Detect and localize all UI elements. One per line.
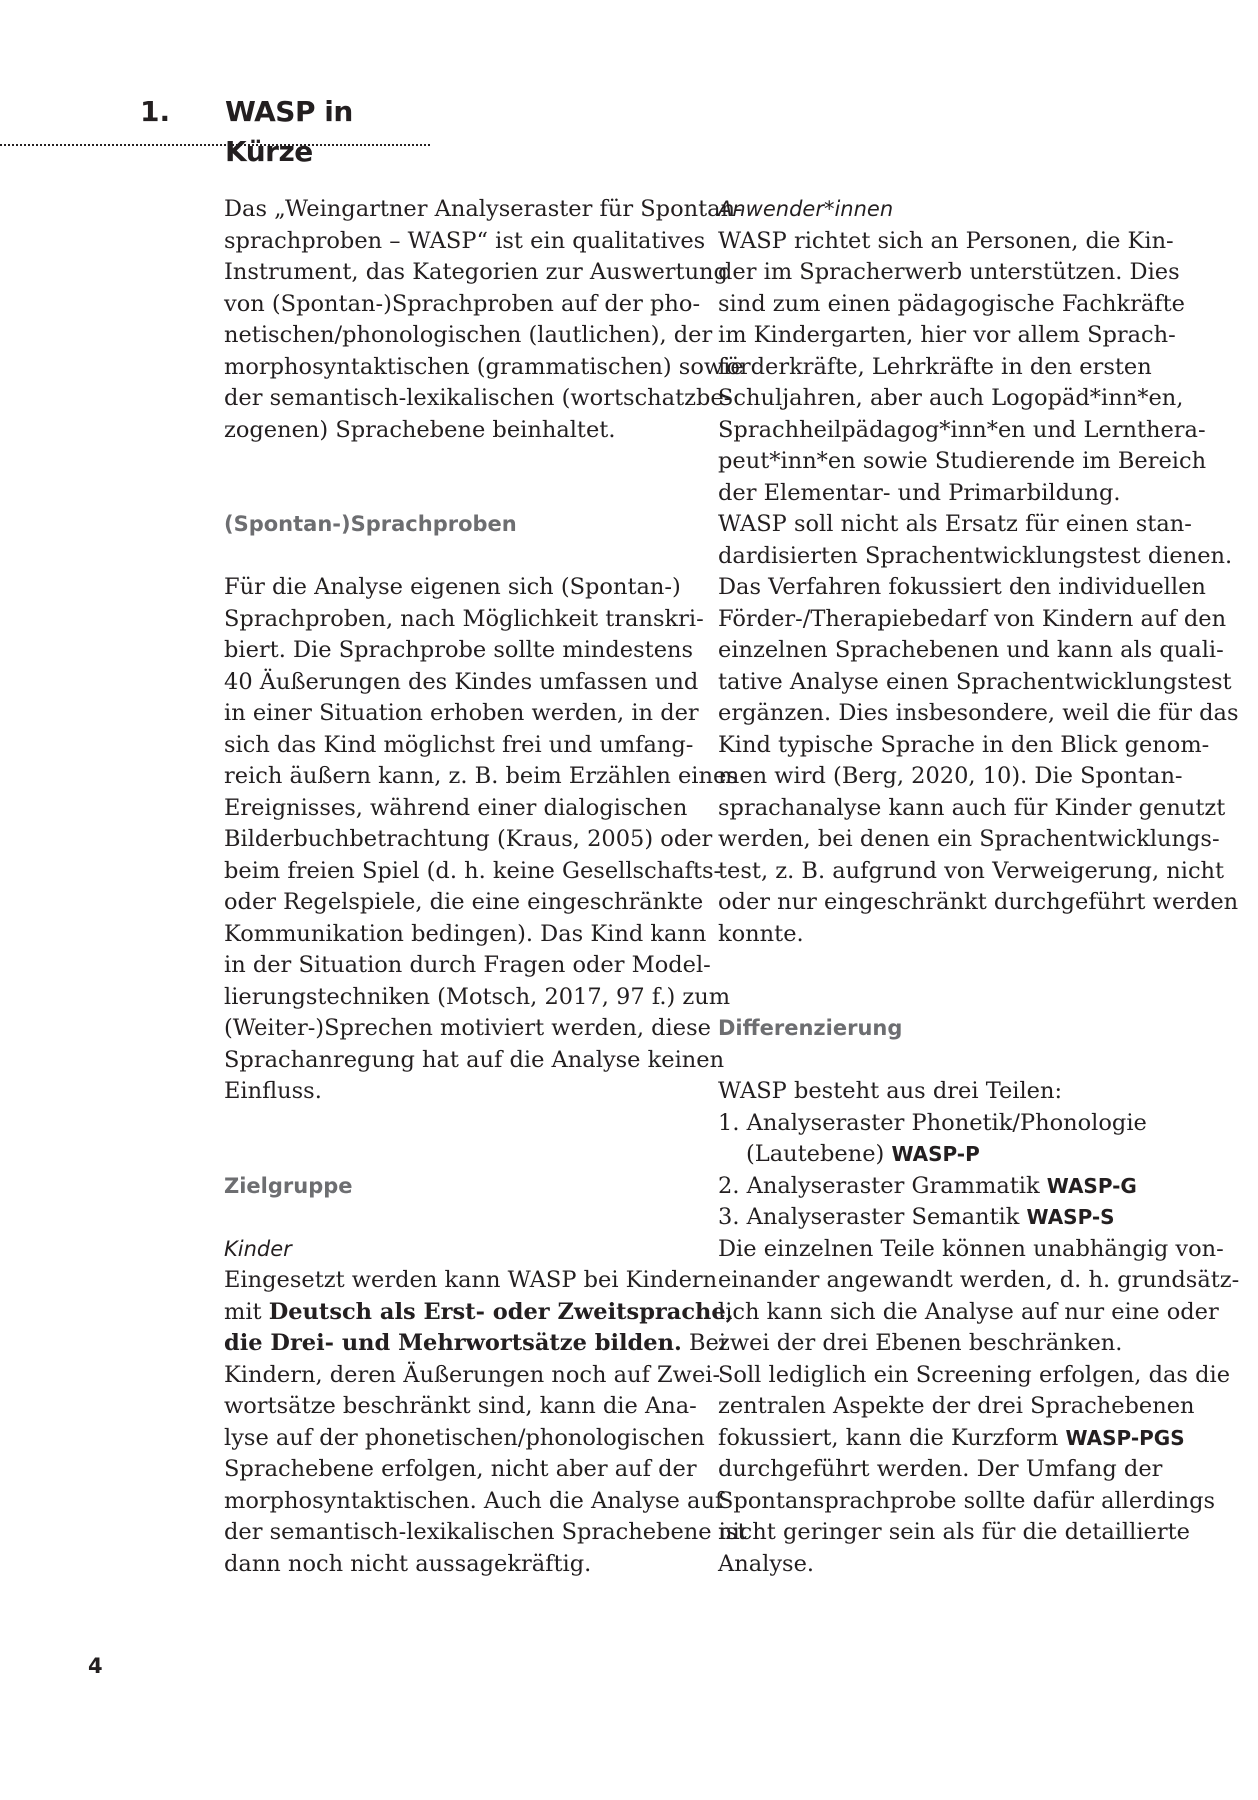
chapter-number: 1. <box>140 95 171 128</box>
text-line: Ereignisses, während einer dialogischen <box>224 794 688 821</box>
list-item-continuation <box>718 1139 1188 1171</box>
module-code: WASP-G <box>1046 1173 1137 1198</box>
text-line: dann noch nicht aussagekräftig. <box>224 1550 592 1577</box>
text-line: reich äußern kann, z. B. beim Erzählen eines <box>224 763 738 789</box>
module-code: WASP-P <box>891 1142 980 1166</box>
text-line: Soll lediglich ein Screening erfolgen, das die <box>718 1361 1231 1388</box>
text-line: in der Situation durch Fragen oder Model- <box>224 952 711 978</box>
subheading-anwender: Anwender*innen <box>718 197 894 221</box>
text-line: 40 Äußerungen des Kindes umfassen und <box>224 668 699 695</box>
text-line: Sprachanregung hat auf die Analyse keinen <box>224 1046 725 1073</box>
text-line: zogenen) Sprachebene beinhaltet. <box>224 416 616 443</box>
text-fragment: Bei <box>681 1330 727 1356</box>
chapter-title: WASP in Kürze <box>225 95 353 168</box>
right-column <box>718 194 1240 1580</box>
text-line: in einer Situation erhoben werden, in der <box>224 700 699 726</box>
text-line: Eingesetzt werden kann WASP bei Kindern <box>224 1267 718 1293</box>
text-line: morphosyntaktischen. Auch die Analyse auf <box>224 1487 724 1514</box>
section-heading-differenzierung: Differenzierung <box>718 1016 903 1040</box>
text-line: von (Spontan-)Sprachproben auf der pho- <box>224 290 701 317</box>
module-code: WASP-S <box>1026 1205 1115 1229</box>
left-column <box>224 194 747 1580</box>
text-line: Förder-/Therapiebedarf von Kindern auf den <box>718 605 1227 632</box>
text-line: Kindern, deren Äußerungen noch auf Zwei- <box>224 1361 721 1388</box>
text-line: durchgeführt werden. Der Umfang der <box>718 1456 1163 1482</box>
text-line: sprachproben – WASP“ ist ein qualitatives <box>224 227 706 254</box>
text-line <box>224 1297 734 1329</box>
text-line: oder Regelspiele, die eine eingeschränkte <box>224 889 704 915</box>
text-line: Das Verfahren fokussiert den individuellen <box>718 574 1206 600</box>
list-item <box>718 1171 1188 1203</box>
text-fragment: mit <box>224 1298 269 1325</box>
differenzierung-paragraph <box>718 1076 1240 1580</box>
text-line: Sprachheilpädagog*inn*en und Lernthera- <box>718 416 1206 443</box>
text-line: Kommunikation bedingen). Das Kind kann <box>224 920 707 947</box>
text-line: Spontansprachprobe sollte dafür allerdings <box>718 1487 1216 1514</box>
text-line: WASP soll nicht als Ersatz für einen stan- <box>718 511 1192 537</box>
text-line: im Kindergarten, hier vor allem Sprach- <box>718 322 1176 348</box>
page-number: 4 <box>88 1654 103 1678</box>
text-line: Schuljahren, aber auch Logopäd*inn*en, <box>718 385 1184 411</box>
text-fragment: 2. Analyseraster Grammatik <box>718 1172 1047 1199</box>
text-line: tative Analyse einen Sprachentwicklungstest <box>718 668 1232 695</box>
text-line: nicht geringer sein als für die detaillierte <box>718 1519 1190 1545</box>
text-line: WASP besteht aus drei Teilen: <box>718 1078 1063 1104</box>
text-fragment: fokussiert, kann die Kurzform <box>718 1424 1066 1451</box>
text-line: Kind typische Sprache in den Blick genom- <box>718 731 1210 758</box>
module-code: WASP-PGS <box>1065 1425 1185 1450</box>
text-fragment: 3. Analyseraster Semantik <box>718 1204 1027 1230</box>
kinder-paragraph <box>224 1265 747 1580</box>
section-heading-sprachproben: (Spontan-)Sprachproben <box>224 512 517 536</box>
subheading-kinder: Kinder <box>224 1236 292 1261</box>
text-line: der semantisch-lexikalischen Sprachebene ist <box>224 1519 747 1545</box>
text-line: Instrument, das Kategorien zur Auswertung <box>224 259 728 285</box>
text-line: sich das Kind möglichst frei und umfang- <box>224 731 694 758</box>
text-line: peut*inn*en sowie Studierende im Bereich <box>718 448 1207 474</box>
text-line <box>718 1423 1188 1455</box>
text-line: dardisierten Sprachentwicklungstest dienen. <box>718 542 1233 569</box>
text-line: Das „Weingartner Analyseraster für Spontan- <box>224 196 743 222</box>
text-line: der Elementar- und Primarbildung. <box>718 479 1121 506</box>
emphasis-text: die Drei- und Mehrwortsätze bilden. <box>224 1330 682 1356</box>
text-line: (Weiter-)Sprechen motiviert werden, diese <box>224 1015 711 1041</box>
text-line: zwei der drei Ebenen beschränken. <box>718 1330 1123 1356</box>
text-line: ergänzen. Dies insbesondere, weil die für das <box>718 700 1239 726</box>
text-line: test, z. B. aufgrund von Verweigerung, nicht <box>718 857 1225 884</box>
chapter-header <box>0 92 430 168</box>
text-line: zentralen Aspekte der drei Sprachebenen <box>718 1393 1195 1419</box>
text-line: Einfluss. <box>224 1078 322 1104</box>
text-line: einander angewandt werden, d. h. grundsätz- <box>718 1267 1240 1293</box>
text-line: netischen/phonologischen (lautlichen), der <box>224 322 713 348</box>
list-item: 1. Analyseraster Phonetik/Phonologie <box>718 1109 1147 1136</box>
text-line: biert. Die Sprachprobe sollte mindestens <box>224 637 694 663</box>
text-line: Sprachproben, nach Möglichkeit transkri- <box>224 605 704 632</box>
text-fragment: (Lautebene) <box>746 1141 892 1167</box>
section-heading-zielgruppe: Zielgruppe <box>224 1173 353 1198</box>
text-line: wortsätze beschränkt sind, kann die Ana- <box>224 1393 697 1419</box>
emphasis-text: Deutsch als Erst- oder Zweitsprache, <box>268 1298 734 1325</box>
intro-paragraph <box>224 194 744 446</box>
text-line: sprachanalyse kann auch für Kinder genutzt <box>718 794 1226 821</box>
text-line: der semantisch-lexikalischen (wortschatzbe- <box>224 385 732 411</box>
text-line: WASP richtet sich an Personen, die Kin- <box>718 227 1174 254</box>
text-line: Die einzelnen Teile können unabhängig von- <box>718 1235 1224 1262</box>
text-line: förderkräfte, Lehrkräfte in den ersten <box>718 353 1152 380</box>
text-line: einzelnen Sprachebenen und kann als quali- <box>718 637 1224 663</box>
text-line: Bilderbuchbetrachtung (Kraus, 2005) oder <box>224 826 713 852</box>
text-line: lyse auf der phonetischen/phonologischen <box>224 1424 705 1451</box>
text-line: konnte. <box>718 920 804 947</box>
text-line: morphosyntaktischen (grammatischen) sowie <box>224 353 744 380</box>
text-line <box>224 1328 727 1360</box>
text-line: Sprachebene erfolgen, nicht aber auf der <box>224 1456 697 1482</box>
text-line: lich kann sich die Analyse auf nur eine oder <box>718 1298 1219 1325</box>
text-line: beim freien Spiel (d. h. keine Gesellschafts- <box>224 857 722 884</box>
text-line: Für die Analyse eigenen sich (Spontan-) <box>224 574 681 600</box>
anwender-paragraph <box>718 226 1239 951</box>
text-line: werden, bei denen ein Sprachentwicklungs- <box>718 826 1220 852</box>
sprachproben-paragraph <box>224 572 738 1108</box>
text-line: oder nur eingeschränkt durchgeführt werden <box>718 889 1239 915</box>
text-line: sind zum einen pädagogische Fachkräfte <box>718 290 1185 317</box>
list-item <box>718 1202 1188 1234</box>
text-line: der im Spracherwerb unterstützen. Dies <box>718 259 1180 285</box>
text-line: lierungstechniken (Motsch, 2017, 97 f.) zum <box>224 983 731 1010</box>
text-line: men wird (Berg, 2020, 10). Die Spontan- <box>718 763 1183 789</box>
text-line: Analyse. <box>718 1550 815 1577</box>
